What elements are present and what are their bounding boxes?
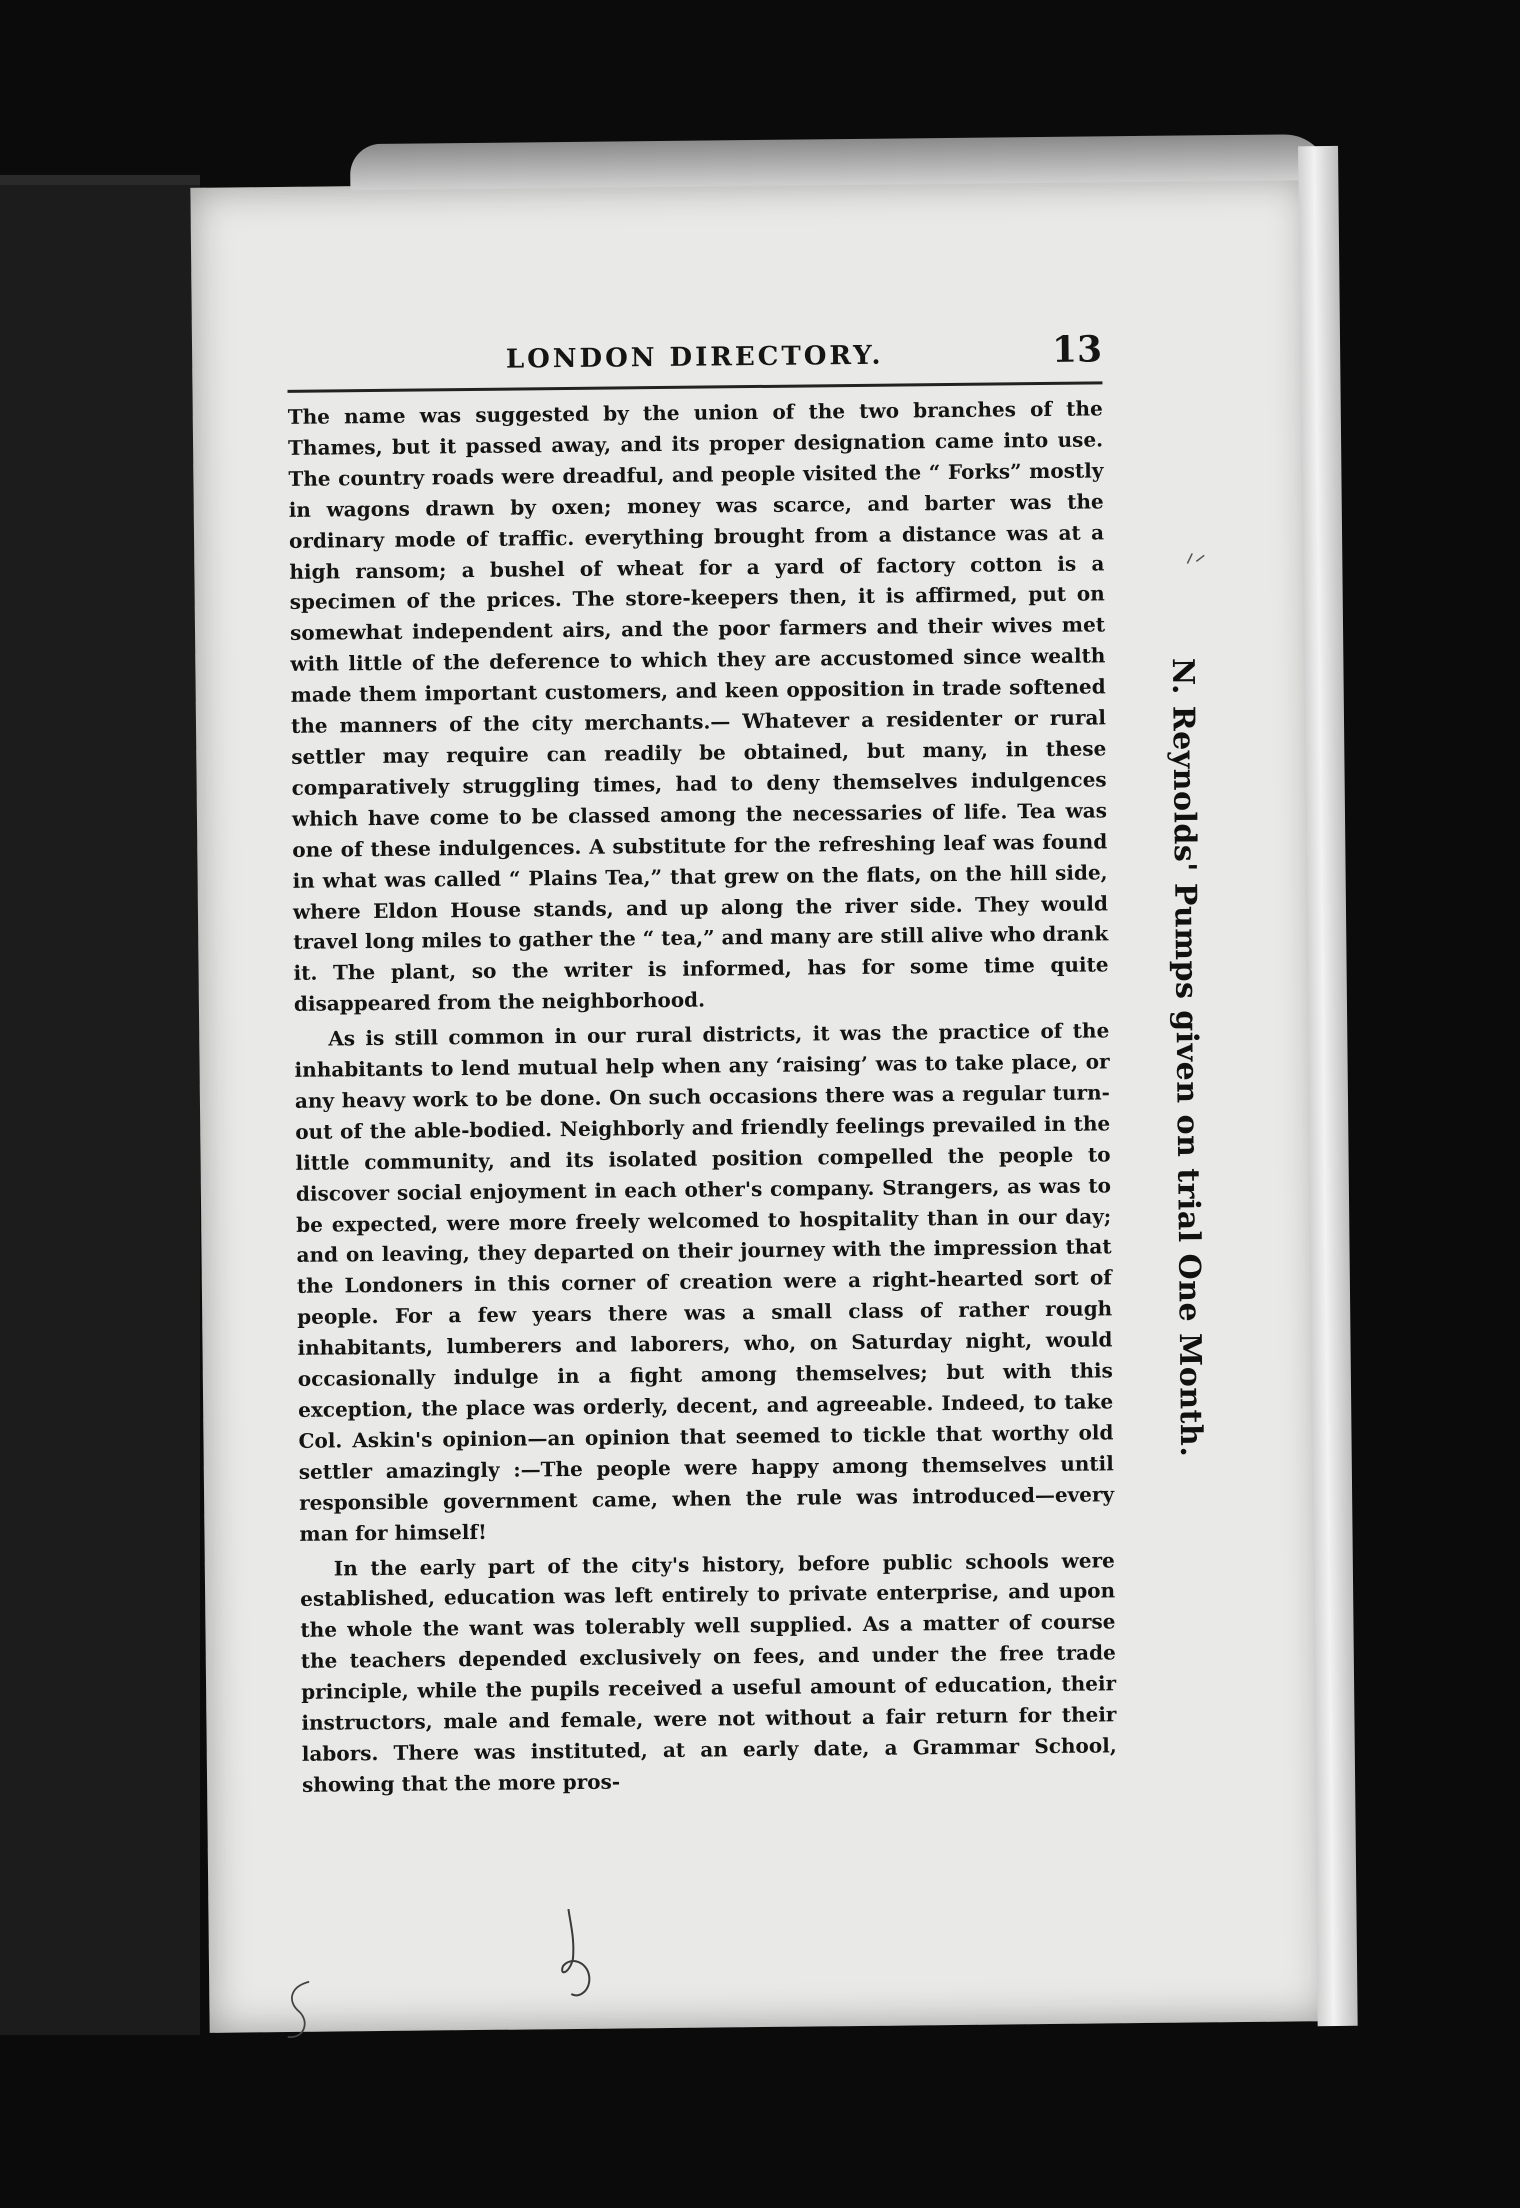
running-head bbox=[287, 328, 1102, 385]
handwritten-mark-icon bbox=[279, 1977, 320, 2047]
book-page bbox=[190, 176, 1329, 2033]
body-text bbox=[288, 393, 1118, 1804]
handwritten-mark-icon bbox=[548, 1904, 599, 2005]
side-advertisement bbox=[1161, 657, 1213, 1458]
running-title: LONDON DIRECTORY. bbox=[505, 340, 884, 375]
page-fore-edge bbox=[1298, 146, 1358, 2026]
paragraph-1: The name was suggested by the union of the two branches of the Thames, but it passed away, and its proper designation came into use. The country roads were dreadful, and people visited the “ Forks” mostly in wagons drawn by oxen; money was scarce, and barter was the ordinary mode of traffic. everything brought from a distance was at a high ransom; a bushel of wheat for a yard of factory cotton is a specimen of the prices. The store-keepers then, it is affirmed, put on somewhat independent airs, and the poor farmers and their wives met with little of the deference to which they are accustomed since wealth made them important customers, and keen opposition in trade softened the manners of the city merchants.— Whatever a residenter or rural settler may require can readily be obtained, but many, in these comparatively struggling times, had to deny themselves indulgences which have come to be classed among the necessaries of life. Tea was one of these indulgences. A substitute for the refreshing leaf was found in what was called “ Plains Tea,” that grew on the flats, on the hill side, where Eldon House stands, and up along the river side. They would travel long miles to gather the “ tea,” and many are still alive who drank it. The plant, so the writer is informed, has for some time quite disappeared from the neighborhood. bbox=[287, 396, 1109, 1017]
paragraph-3: In the early part of the city's history, before public schools were established, education was left entirely to private enterprise, and upon the whole the want was tolerably well supplied. As a matter of course the teachers depended exclusively on fees, and under the free trade principle, while the pupils received a useful amount of education, their instructors, male and female, were not without a fair return for their labors. There was instituted, at an early date, a Grammar School, showing that the more pros- bbox=[300, 1547, 1117, 1797]
page-number: 13 bbox=[1051, 328, 1103, 371]
paragraph-2: As is still common in our rural districts, it was the practice of the inhabitants to lend mutual help when any ‘raising’ was to take place, or any heavy work to be done. On such occasions there was a regular turn-out of the able-bodied. Neighborly and friendly feelings prevailed in the little community, and its isolated position compelled the people to discover social enjoyment in each other's company. Strangers, as was to be expected, were more freely welcomed to hospitality than in our day; and on leaving, they departed on their journey with the impression that the Londoners in this corner of creation were a right-hearted sort of people. For a few years there was a small class of rather rough inhabitants, lumberers and laborers, who, on Saturday night, would occasionally indulge in a fight among themselves; but with this exception, the place was orderly, decent, and agreeable. Indeed, to take Col. Askin's opinion—an opinion that seemed to tickle that worthy old settler amazingly :—The people were happy among themselves until responsible government came, when the rule was introduced—every man for himself! bbox=[294, 1018, 1115, 1546]
scan-book-cover bbox=[0, 185, 200, 2035]
side-advertisement-text: N. Reynolds' Pumps given on trial One Month. bbox=[1164, 657, 1209, 1458]
page-top-edge bbox=[350, 134, 1330, 190]
pencil-mark-icon bbox=[1184, 547, 1212, 567]
